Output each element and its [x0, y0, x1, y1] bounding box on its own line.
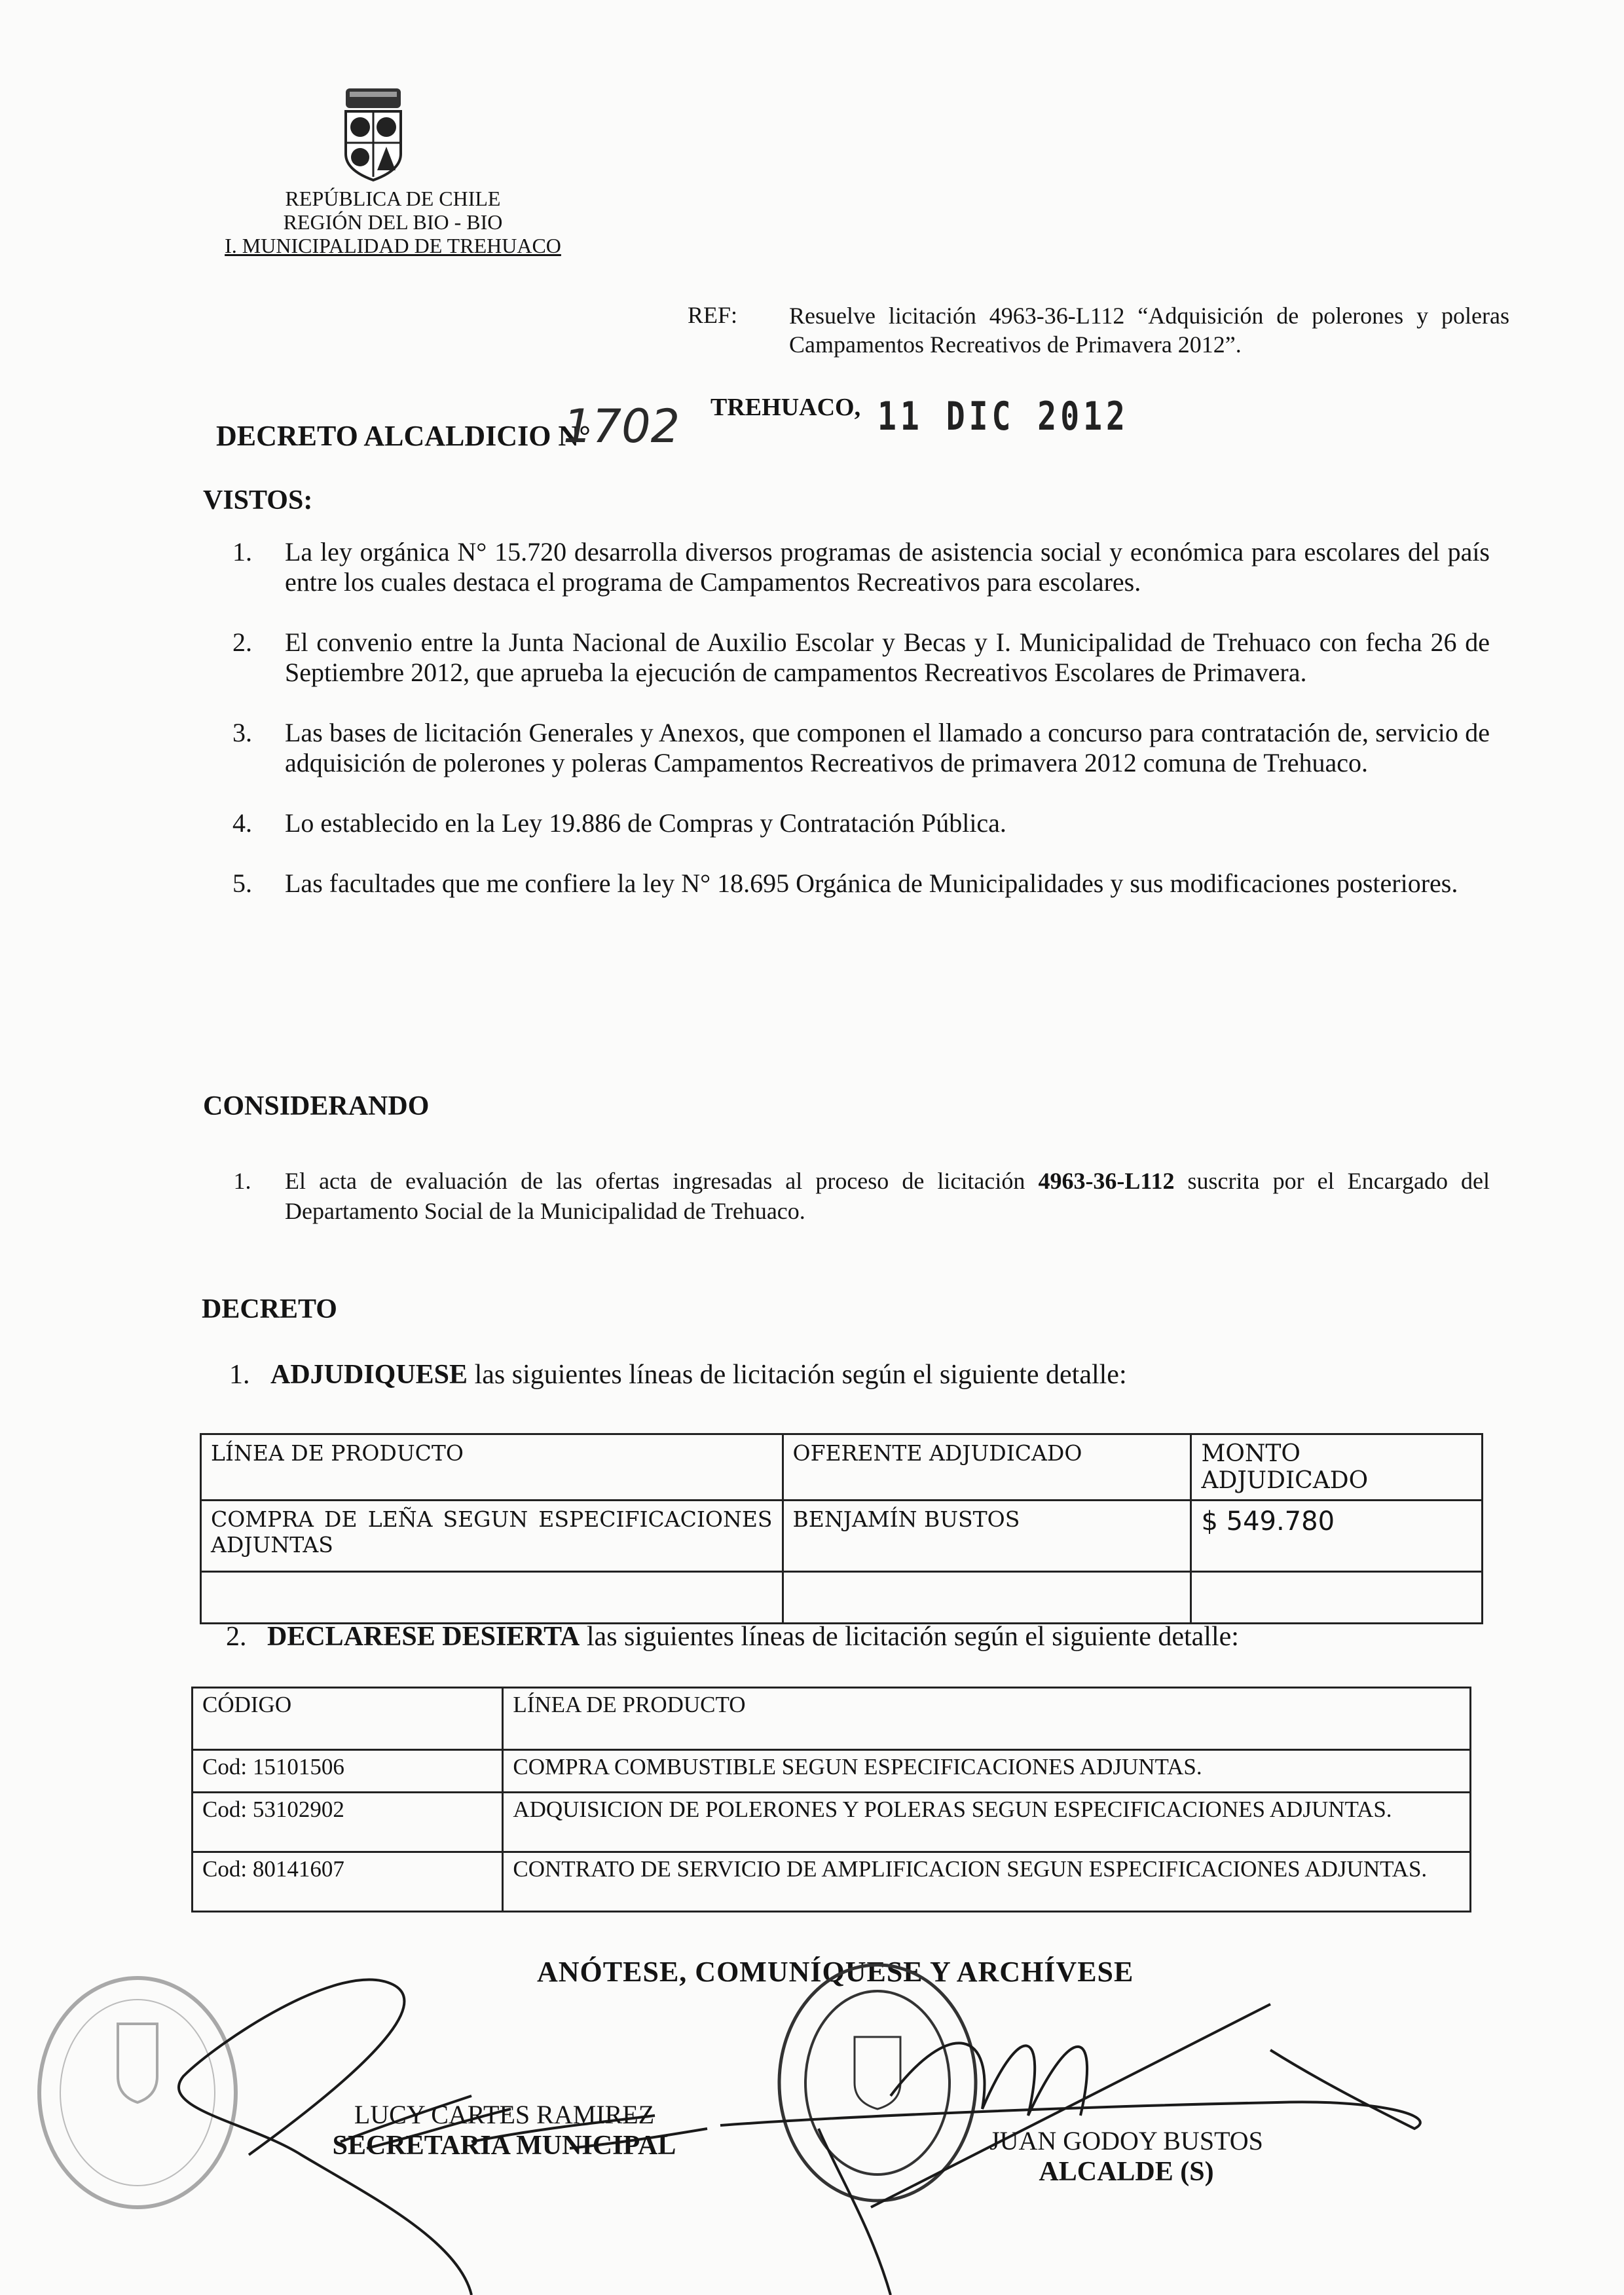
licitacion-id: 4963-36-L112	[1038, 1168, 1175, 1194]
vistos-item: 4. Lo establecido en la Ley 19.886 de Compras y Contratación Pública.	[232, 808, 1006, 838]
column-header: LÍNEA DE PRODUCTO	[201, 1434, 783, 1501]
column-header: LÍNEA DE PRODUCTO	[503, 1688, 1471, 1750]
letterhead-country: REPÚBLICA DE CHILE	[285, 187, 501, 210]
signatory-role: SECRETARIA MUNICIPAL	[332, 2131, 676, 2161]
table-row: Cod: 53102902 ADQUISICION DE POLERONES Y POLERAS SEGUN ESPECIFICACIONES ADJUNTAS.	[193, 1793, 1471, 1852]
column-header: OFERENTE ADJUDICADO	[783, 1434, 1191, 1501]
table-row: Cod: 15101506 COMPRA COMBUSTIBLE SEGUN ESPECIFICACIONES ADJUNTAS.	[193, 1750, 1471, 1793]
vistos-item: 5. Las facultades que me confiere la ley N° 18.695 Orgánica de Municipalidades y sus modificaciones posteriores.	[232, 868, 1458, 898]
ref-text: Resuelve licitación 4963-36-L112 “Adquisición de polerones y poleras Campamentos Recreativos de Primavera 2012”.	[789, 303, 1509, 358]
date-stamp: 11 DIC 2012	[877, 394, 1129, 439]
amount: $ 549.780	[1191, 1501, 1483, 1572]
signature-block-secretaria	[295, 2099, 714, 2161]
column-header: MONTO ADJUDICADO	[1191, 1434, 1483, 1501]
decree-title: DECRETO ALCALDICIO N°	[216, 420, 591, 452]
column-header: CÓDIGO	[193, 1688, 503, 1750]
considerando-heading: CONSIDERANDO	[203, 1091, 430, 1121]
adjudiquese-intro: 1. ADJUDIQUESE las siguientes líneas de licitación según el siguiente detalle:	[229, 1360, 1127, 1390]
vistos-heading: VISTOS:	[203, 485, 313, 515]
table-row: COMPRA DE LEÑA SEGUN ESPECIFICACIONES ADJUNTAS BENJAMÍN BUSTOS $ 549.780	[201, 1501, 1483, 1572]
vistos-item: 1. La ley orgánica N° 15.720 desarrolla diversos programas de asistencia social y económica para escolares del país entre los cuales destaca el programa de Campamentos Recreativos para escolares.	[232, 537, 1490, 597]
decree-number-handwritten: 1702	[563, 400, 680, 453]
ref-label: REF:	[688, 302, 738, 328]
signatory-name: LUCY CARTES RAMIREZ	[354, 2100, 655, 2129]
table-row: Cod: 80141607 CONTRATO DE SERVICIO DE AMPLIFICACION SEGUN ESPECIFICACIONES ADJUNTAS.	[193, 1852, 1471, 1912]
place: TREHUACO,	[710, 394, 861, 421]
signatory-name: JUAN GODOY BUSTOS	[989, 2126, 1263, 2155]
letterhead-region: REGIÓN DEL BIO - BIO	[283, 210, 503, 234]
secretaria-stamp-icon	[39, 1978, 236, 2207]
considerando-item: 1. El acta de evaluación de las ofertas ingresadas al proceso de licitación 4963-36-L112 suscrita por el Encargado del Departamento Social de la Municipalidad de Trehuaco.	[233, 1168, 1490, 1224]
desierta-intro: 2. DECLARESE DESIERTA las siguientes líneas de licitación según el siguiente detalle:	[226, 1622, 1239, 1652]
vistos-item: 2. El convenio entre la Junta Nacional de Auxilio Escolar y Becas y I. Municipalidad de Trehuaco con fecha 26 de Septiembre 2012, que aprueba la ejecución de campamentos Recreativos Escolares de Primavera.	[232, 627, 1490, 687]
signature-block-alcalde	[943, 2125, 1310, 2188]
signatory-role: ALCALDE (S)	[1039, 2157, 1214, 2187]
decreto-heading: DECRETO	[202, 1294, 337, 1324]
vistos-item: 3. Las bases de licitación Generales y Anexos, que componen el llamado a concurso para contratación de, servicio de adquisición de polerones y poleras Campamentos Recreativos de primavera 2012 comuna de Trehuaco.	[232, 718, 1490, 777]
closing-formula: ANÓTESE, COMUNÍQUESE Y ARCHÍVESE	[537, 1956, 1134, 1988]
letterhead-municipality: I. MUNICIPALIDAD DE TREHUACO	[225, 234, 561, 257]
